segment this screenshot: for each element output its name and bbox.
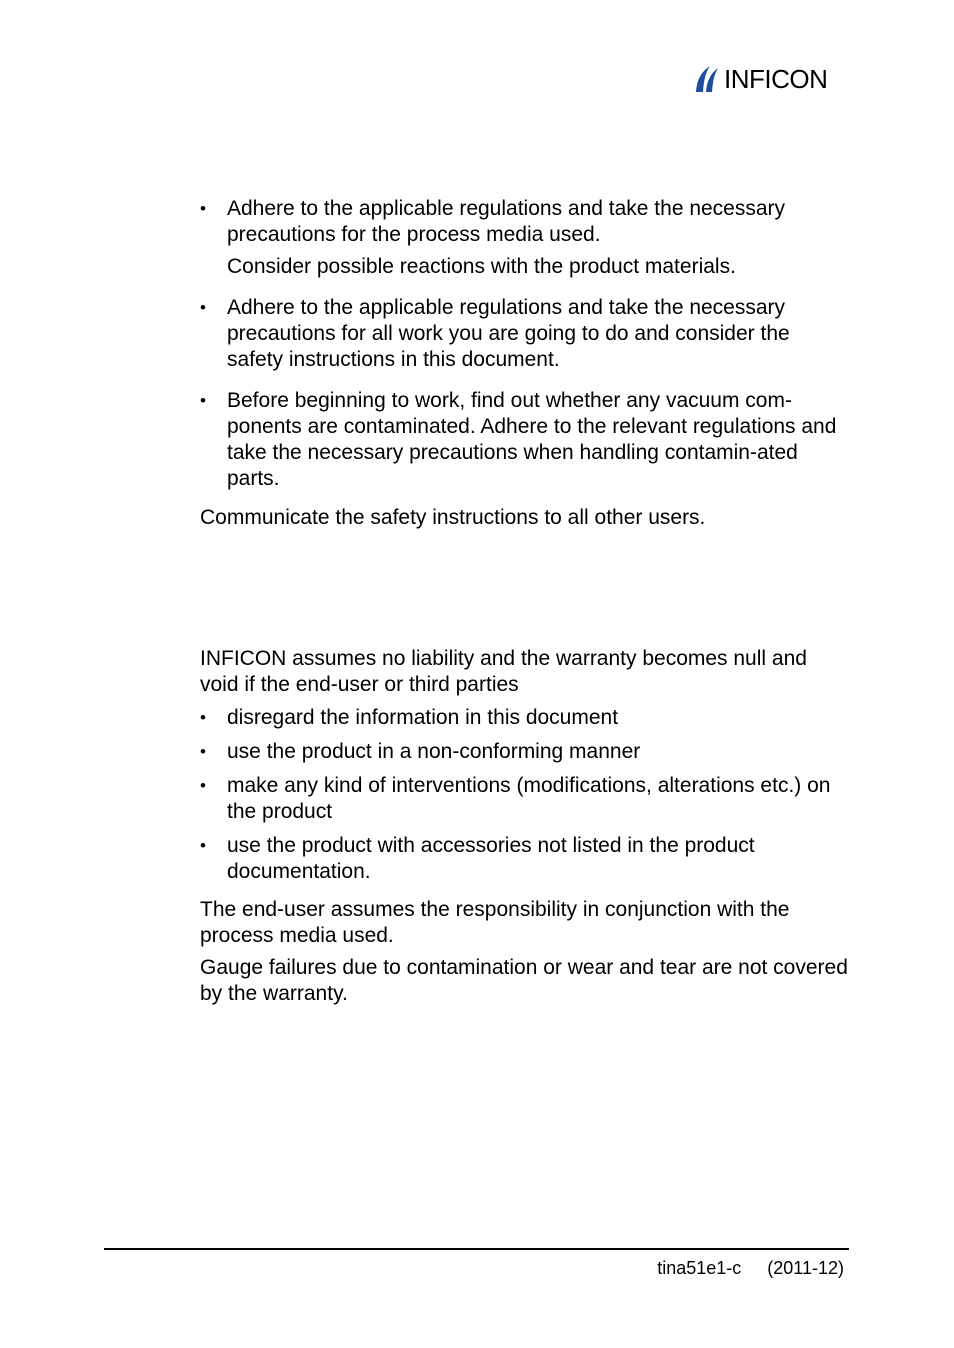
safety-section (200, 196, 850, 531)
logo-text: INFICON (724, 64, 828, 94)
footer (657, 1256, 844, 1280)
list-item: • make any kind of interventions (modifications, alterations etc.) on the product (200, 773, 850, 825)
list-item: • Adhere to the applicable regulations and take the necessary precautions for all work you are going to do and consider the safety instructions in this document. (200, 295, 850, 373)
list-item: • Adhere to the applicable regulations and take the necessary precautions for the process media used. (200, 196, 850, 248)
list-item: • use the product with accessories not listed in the product documentation. (200, 833, 850, 885)
responsibility-paragraph: The end-user assumes the responsibility in conjunction with the process media used. (200, 898, 790, 947)
inficon-logo (694, 62, 827, 96)
list-item: • Before beginning to work, find out whether any vacuum com-ponents are contaminated. Adhere to the relevant regulations and take the necessary precautions when handling contamin-ated parts. (200, 388, 850, 492)
inficon-logo-mark-icon (694, 62, 722, 96)
liability-intro: INFICON assumes no liability and the warranty becomes null and void if the end-user or third parties (200, 647, 807, 696)
list-item: • use the product in a non-conforming manner (200, 739, 850, 765)
list-item: • disregard the information in this document (200, 705, 850, 731)
list-item-note: Consider possible reactions with the product materials. (227, 255, 736, 278)
closing-paragraph: Communicate the safety instructions to all other users. (200, 506, 706, 529)
footer-divider (104, 1248, 849, 1250)
document-id: tina51e1-c (657, 1258, 742, 1278)
liability-section (200, 646, 850, 1007)
warranty-paragraph: Gauge failures due to contamination or wear and tear are not covered by the warranty. (200, 956, 848, 1005)
document-date: (2011-12) (767, 1258, 844, 1278)
